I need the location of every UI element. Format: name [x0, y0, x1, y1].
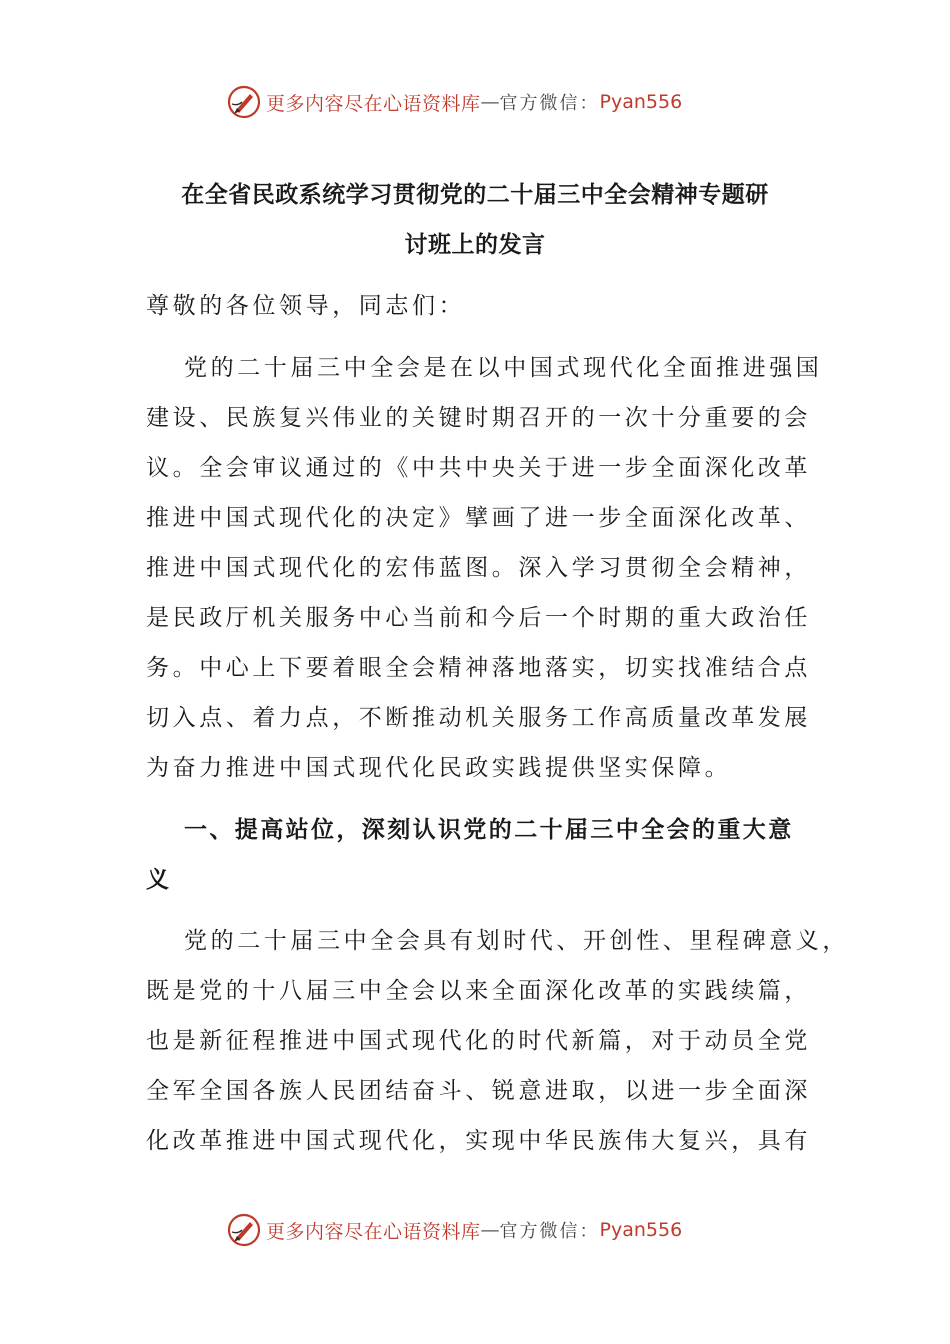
- paragraph-line: 化改革推进中国式现代化，实现中华民族伟大复兴，具有: [146, 1128, 811, 1154]
- watermark-separator: —: [480, 1219, 500, 1241]
- pen-logo-icon: [226, 84, 262, 120]
- paragraph-line: 党的二十届三中全会是在以中国式现代化全面推进强国: [184, 355, 823, 381]
- section-heading-1-line-2: 义: [146, 866, 172, 893]
- paragraph-line: 务。中心上下要着眼全会精神落地落实，切实找准结合点: [146, 655, 811, 681]
- document-title-line-2: 讨班上的发言: [404, 231, 546, 258]
- paragraph-line: 全军全国各族人民团结奋斗、锐意进取，以进一步全面深: [146, 1078, 811, 1104]
- paragraph-line: 党的二十届三中全会具有划时代、开创性、里程碑意义，: [184, 928, 849, 954]
- section-heading-1-line-1: 一、提高站位，深刻认识党的二十届三中全会的重大意: [184, 816, 794, 843]
- watermark-separator: —: [480, 91, 500, 113]
- paragraph-line: 既是党的十八届三中全会以来全面深化改革的实践续篇，: [146, 978, 811, 1004]
- watermark-main-text: 更多内容尽在心语资料库: [266, 92, 481, 115]
- watermark-main-text: 更多内容尽在心语资料库: [266, 1220, 481, 1243]
- paragraph-line: 也是新征程推进中国式现代化的时代新篇，对于动员全党: [146, 1028, 811, 1054]
- paragraph-line: 为奋力推进中国式现代化民政实践提供坚实保障。: [146, 755, 732, 781]
- paragraph-line: 推进中国式现代化的宏伟蓝图。深入学习贯彻全会精神，: [146, 555, 811, 581]
- document-title-line-1: 在全省民政系统学习贯彻党的二十届三中全会精神专题研: [181, 181, 769, 208]
- watermark-label: 官方微信：: [499, 1221, 600, 1242]
- watermark-label: 官方微信：: [499, 93, 600, 114]
- watermark-wechat-id: Pyan556: [599, 91, 683, 113]
- salutation: 尊敬的各位领导，同志们：: [146, 293, 466, 319]
- paragraph-line: 切入点、着力点，不断推动机关服务工作高质量改革发展: [146, 705, 811, 731]
- pen-logo-icon: [226, 1212, 262, 1248]
- paragraph-line: 推进中国式现代化的决定》擘画了进一步全面深化改革、: [146, 505, 811, 531]
- paragraph-line: 议。全会审议通过的《中共中央关于进一步全面深化改革: [146, 455, 811, 481]
- paragraph-line: 是民政厅机关服务中心当前和今后一个时期的重大政治任: [146, 605, 811, 631]
- watermark-wechat-id: Pyan556: [599, 1219, 683, 1241]
- paragraph-line: 建设、民族复兴伟业的关键时期召开的一次十分重要的会: [146, 405, 811, 431]
- watermark-header: [226, 82, 682, 122]
- watermark-footer: [226, 1210, 682, 1250]
